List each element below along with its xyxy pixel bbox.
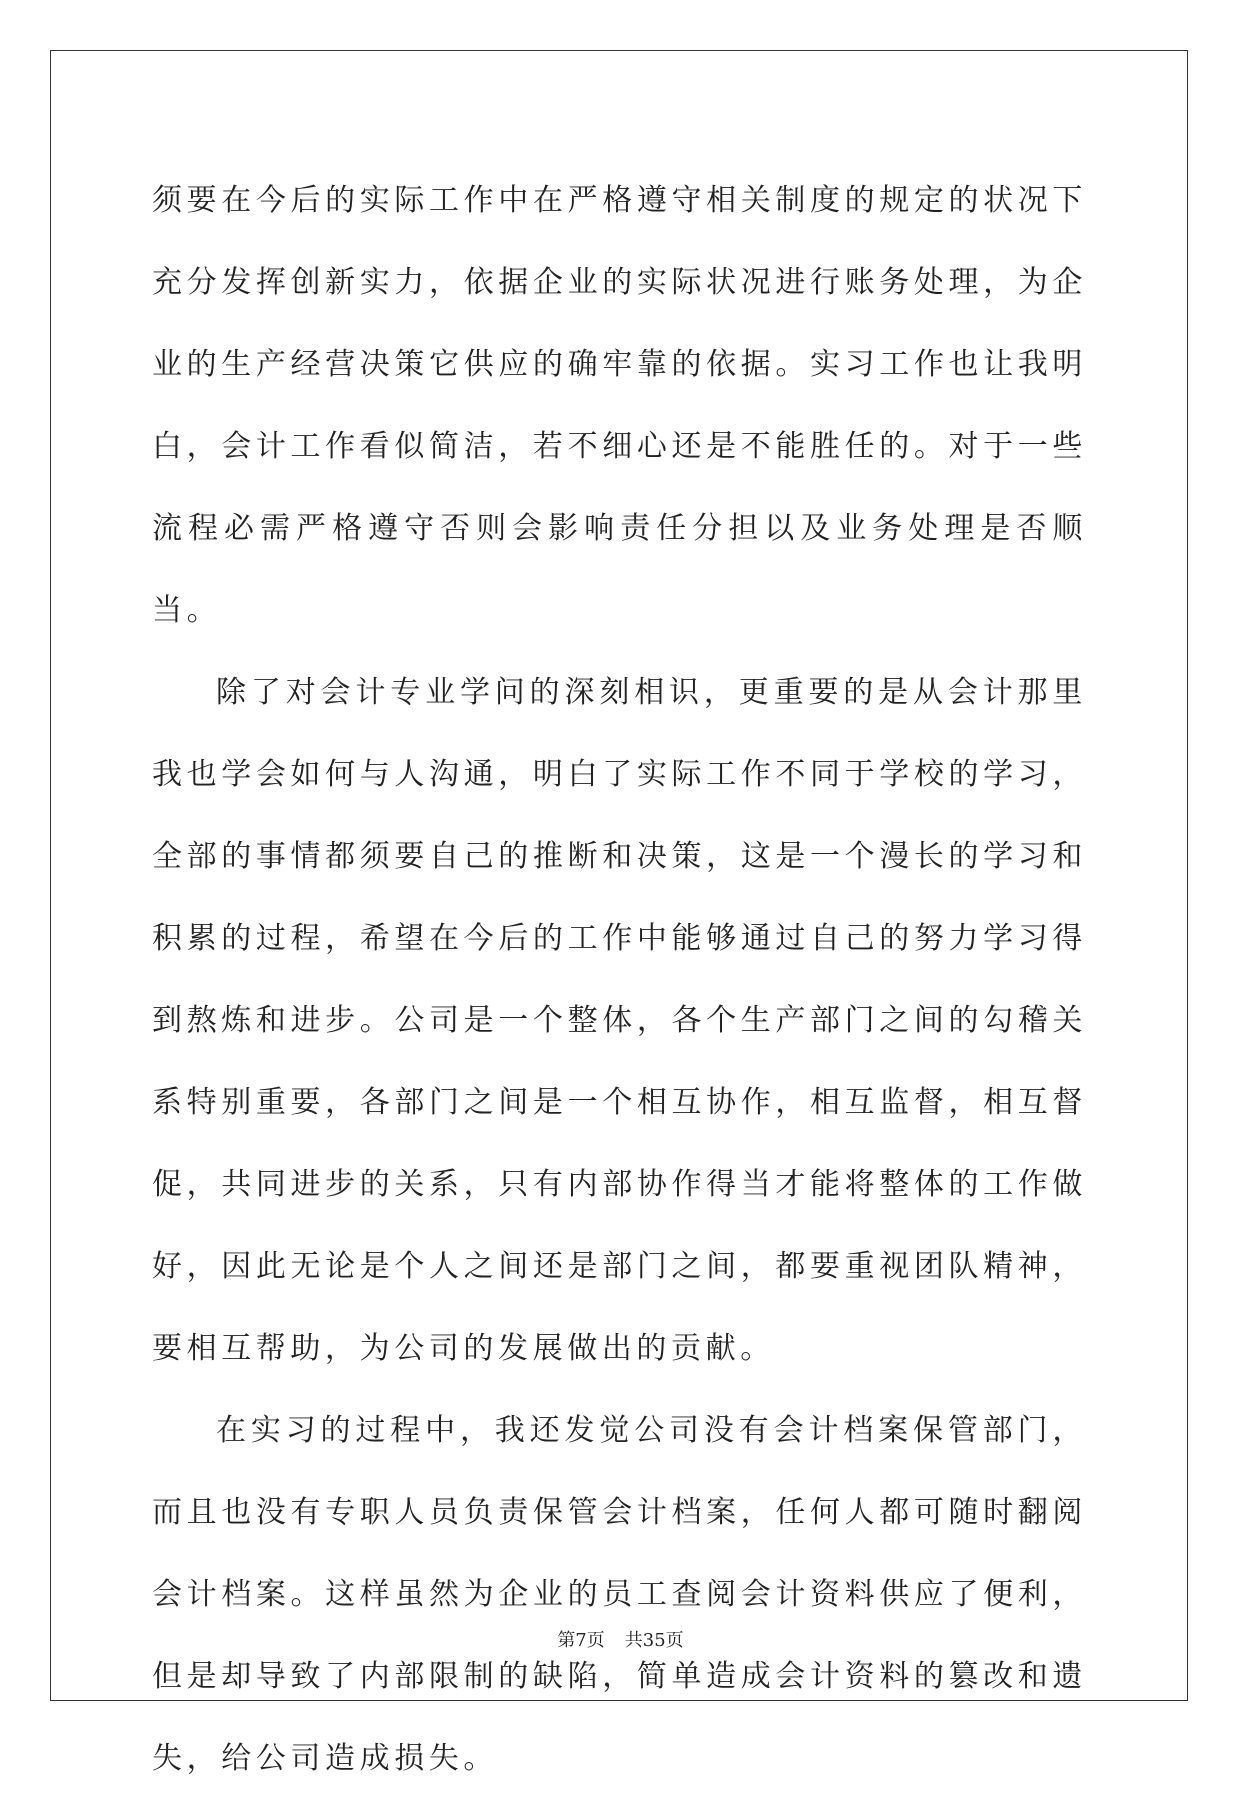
paragraph-1: 须要在今后的实际工作中在严格遵守相关制度的规定的状况下充分发挥创新实力，依据企业的实际状况进行账务处理，为企业的生产经营决策它供应的确牢靠的依据。实习工作也让我明白，会计工作看似简洁，若不细心还是不能胜任的。对于一些流程必需严格遵守否则会影响责任分担以及业务处理是否顺当。	[152, 183, 1087, 628]
paragraph-2: 除了对会计专业学问的深刻相识，更重要的是从会计那里我也学会如何与人沟通，明白了实际工作不同于学校的学习，全部的事情都须要自己的推断和决策，这是一个漫长的学习和积累的过程，希望在今后的工作中能够通过自己的努力学习得到熬炼和进步。公司是一个整体，各个生产部门之间的勾稽关系特别重要，各部门之间是一个相互协作，相互监督，相互督促，共同进步的关系，只有内部协作得当才能将整体的工作做好，因此无论是个人之间还是部门之间，都要重视团队精神，要相互帮助，为公司的发展做出的贡献。	[152, 675, 1087, 1366]
page-number: 第7页	[557, 1630, 605, 1651]
page-footer	[0, 1626, 1241, 1652]
page-total: 共35页	[624, 1630, 684, 1651]
document-body	[152, 160, 1087, 1800]
paragraph-3: 在实习的过程中，我还发觉公司没有会计档案保管部门，而且也没有专职人员负责保管会计档案，任何人都可随时翻阅会计档案。这样虽然为企业的员工查阅会计资料供应了便利，但是却导致了内部限制的缺陷，简单造成会计资料的篡改和遗失，给公司造成损失。	[152, 1413, 1087, 1776]
